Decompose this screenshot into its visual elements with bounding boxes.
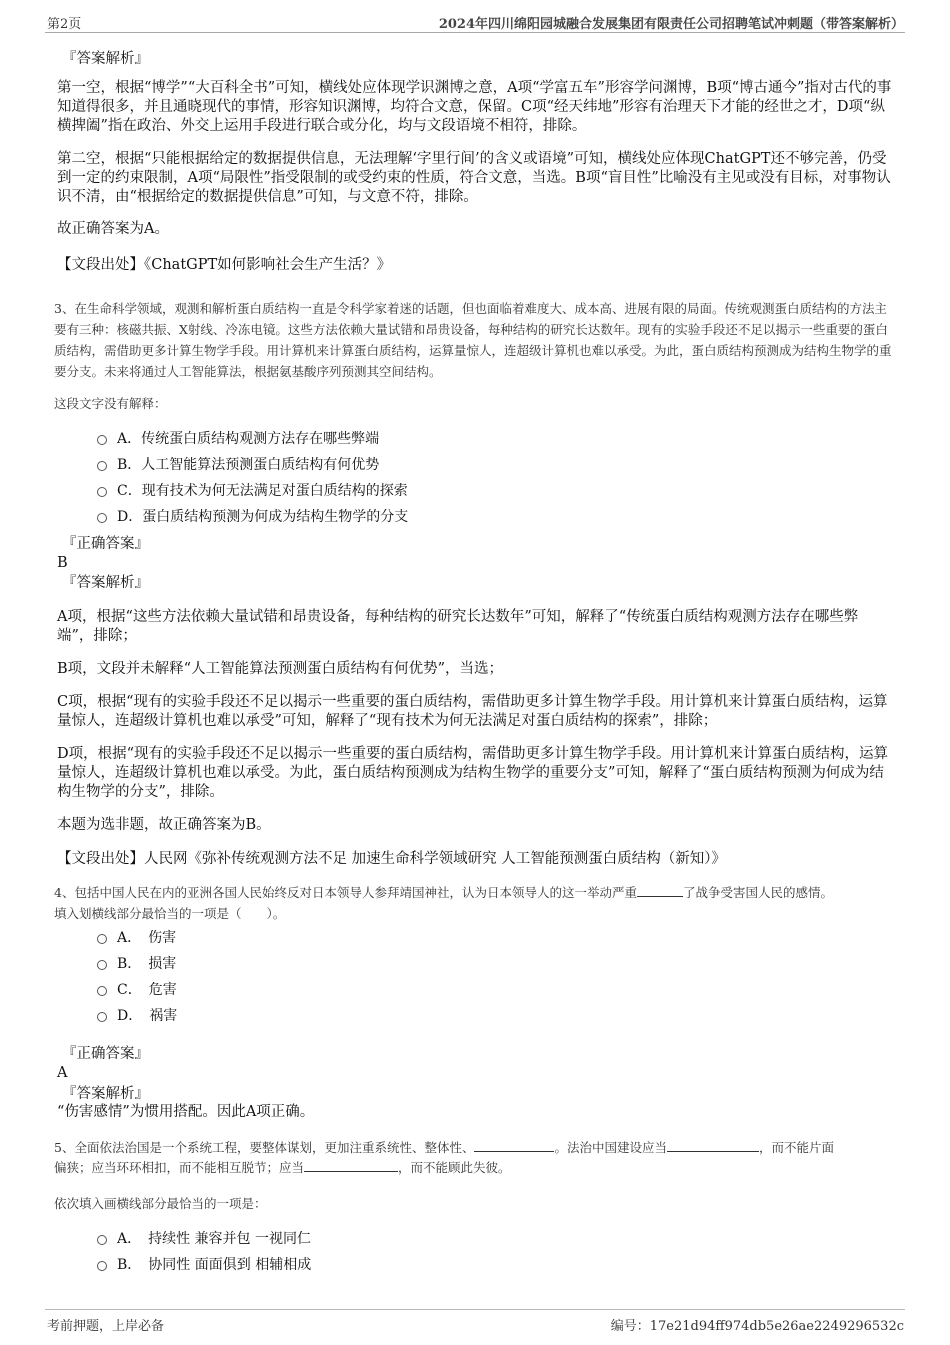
q4-stem: 4、包括中国人民在内的亚洲各国人民始终反对日本领导人参拜靖国神社，认为日本领导人的这一举动严重 了战争受害国人民的感情。 — [54, 882, 896, 903]
document-title: 2024年四川绵阳园城融合发展集团有限责任公司招聘笔试冲刺题（带答案解析） — [438, 17, 904, 32]
q5-stem-line2: 偏狭；应当环环相扣，而不能相互脱节；应当 ，而不能顾此失彼。 — [54, 1157, 511, 1178]
q3-option-d[interactable]: D．蛋白质结构预测为何成为结构生物学的分支 — [97, 506, 408, 526]
q3-analysis-label: 『答案解析』 — [62, 575, 149, 591]
q2-analysis-para2: 第二空，根据“只能根据给定的数据提供信息，无法理解‘字里行间’的含义或语境”可知，横线处应体现ChatGPT还不够完善，仍受到一定的约束限制，A项“局限性”指受限制的或受约束的性质，符合文意，当选。B项“盲目性”比喻没有主见或没有目标，对事物认识不清，由“根据给定的数据提供信息”可知，与文意不符，排除。 — [57, 151, 891, 205]
q4-option-b[interactable]: B． 损害 — [97, 953, 176, 973]
radio-icon[interactable] — [97, 513, 107, 523]
q3-prompt: 这段文字没有解释： — [54, 396, 167, 411]
q4-option-d[interactable]: D． 祸害 — [97, 1005, 177, 1025]
q3-analysis-c: C项，根据“现有的实验手段还不足以揭示一些重要的蛋白质结构，需借助更多计算生物学手段。用计算机来计算蛋白质结构，运算量惊人，连超级计算机也难以承受”可知，解释了“现有技术为何无法满足对蛋白质结构的探索”，排除； — [57, 694, 888, 729]
radio-icon[interactable] — [97, 435, 107, 445]
q4-answer-label: 『正确答案』 — [62, 1046, 149, 1062]
q2-source: 【文段出处】《ChatGPT如何影响社会生产生活？》 — [57, 257, 392, 273]
radio-icon[interactable] — [97, 934, 107, 944]
q4-answer: A — [57, 1065, 68, 1081]
radio-icon[interactable] — [97, 487, 107, 497]
q3-source: 【文段出处】人民网《弥补传统观测方法不足 加速生命科学领域研究 人工智能预测蛋白质结构（新知）》 — [57, 851, 726, 867]
radio-icon[interactable] — [97, 986, 107, 996]
fill-blank — [637, 882, 683, 897]
q3-answer: B — [57, 555, 68, 571]
q2-analysis-para1: 第一空，根据“博学”“大百科全书”可知，横线处应体现学识渊博之意，A项“学富五车”形容学问渊博，B项“博古通今”指对古代的事知道得很多，并且通晓现代的事情，形容知识渊博，均符合文意，保留。C项“经天纬地”形容有治理天下才能的经世之才，D项“纵横捭阖”指在政治、外交上运用手段进行联合或分化，均与文段语境不相符，排除。 — [57, 80, 892, 134]
q5-option-a[interactable]: A． 持续性 兼容并包 一视同仁 — [97, 1228, 311, 1248]
q2-conclusion: 故正确答案为A。 — [57, 221, 169, 237]
footer-divider — [45, 1309, 905, 1310]
q4-analysis: “伤害感情”为惯用搭配。因此A项正确。 — [57, 1104, 315, 1120]
q3-analysis-d: D项，根据“现有的实验手段还不足以揭示一些重要的蛋白质结构，需借助更多计算生物学手段。用计算机来计算蛋白质结构，运算量惊人，连超级计算机也难以承受。为此，蛋白质结构预测成为结构生物学的重要分支”可知，解释了“蛋白质结构预测为何成为结构生物学的分支”，排除。 — [57, 746, 889, 800]
q4-option-c[interactable]: C． 危害 — [97, 979, 177, 999]
q2-analysis-label: 『答案解析』 — [62, 51, 149, 67]
q3-analysis-a: A项，根据“这些方法依赖大量试错和昂贵设备，每种结构的研究长达数年”可知，解释了“传统蛋白质结构观测方法存在哪些弊端”，排除； — [57, 609, 859, 644]
q4-option-a[interactable]: A． 伤害 — [97, 927, 176, 947]
q3-conclusion: 本题为选非题，故正确答案为B。 — [57, 817, 271, 833]
header-divider — [45, 32, 905, 33]
radio-icon[interactable] — [97, 461, 107, 471]
radio-icon[interactable] — [97, 1012, 107, 1022]
q5-stem: 5、全面依法治国是一个系统工程，要整体谋划，更加注重系统性、整体性、 。法治中国建设应当 ，而不能片面 — [54, 1137, 896, 1158]
q3-option-a[interactable]: A．传统蛋白质结构观测方法存在哪些弊端 — [97, 428, 379, 448]
q3-option-b[interactable]: B．人工智能算法预测蛋白质结构有何优势 — [97, 454, 379, 474]
radio-icon[interactable] — [97, 1235, 107, 1245]
q4-stem-line2: 填入划横线部分最恰当的一项是（ ）。 — [54, 906, 286, 921]
q4-analysis-label: 『答案解析』 — [62, 1086, 149, 1102]
q5-option-b[interactable]: B． 协同性 面面俱到 相辅相成 — [97, 1254, 311, 1274]
q3-analysis-b: B项，文段并未解释“人工智能算法预测蛋白质结构有何优势”，当选； — [57, 661, 503, 677]
q3-stem: 3、在生命科学领域，观测和解析蛋白质结构一直是令科学家着迷的话题，但也面临着难度大、成本高、进展有限的局面。传统观测蛋白质结构的方法主要有三种：核磁共振、X射线、冷冻电镜。这些方法依赖大量试错和昂贵设备，每种结构的研究长达数年。现有的实验手段还不足以揭示一些重要的蛋白质结构，需借助更多计算生物学手段。用计算机来计算蛋白质结构，运算量惊人，连超级计算机也难以承受。为此，蛋白质结构预测成为结构生物学的重要分支。未来将通过人工智能算法，根据氨基酸序列预测其空间结构。 — [54, 301, 892, 379]
page-number: 第2页 — [47, 17, 82, 32]
footer-slogan: 考前押题，上岸必备 — [47, 1319, 165, 1334]
fill-blank — [304, 1157, 398, 1172]
radio-icon[interactable] — [97, 960, 107, 970]
q3-option-c[interactable]: C．现有技术为何无法满足对蛋白质结构的探索 — [97, 480, 408, 500]
footer-doc-id: 编号：17e21d94ff974db5e26ae2249296532c — [610, 1319, 904, 1334]
fill-blank — [474, 1137, 554, 1152]
fill-blank — [667, 1137, 759, 1152]
radio-icon[interactable] — [97, 1261, 107, 1271]
q3-answer-label: 『正确答案』 — [62, 536, 149, 552]
q5-prompt: 依次填入画横线部分最恰当的一项是： — [54, 1196, 267, 1211]
